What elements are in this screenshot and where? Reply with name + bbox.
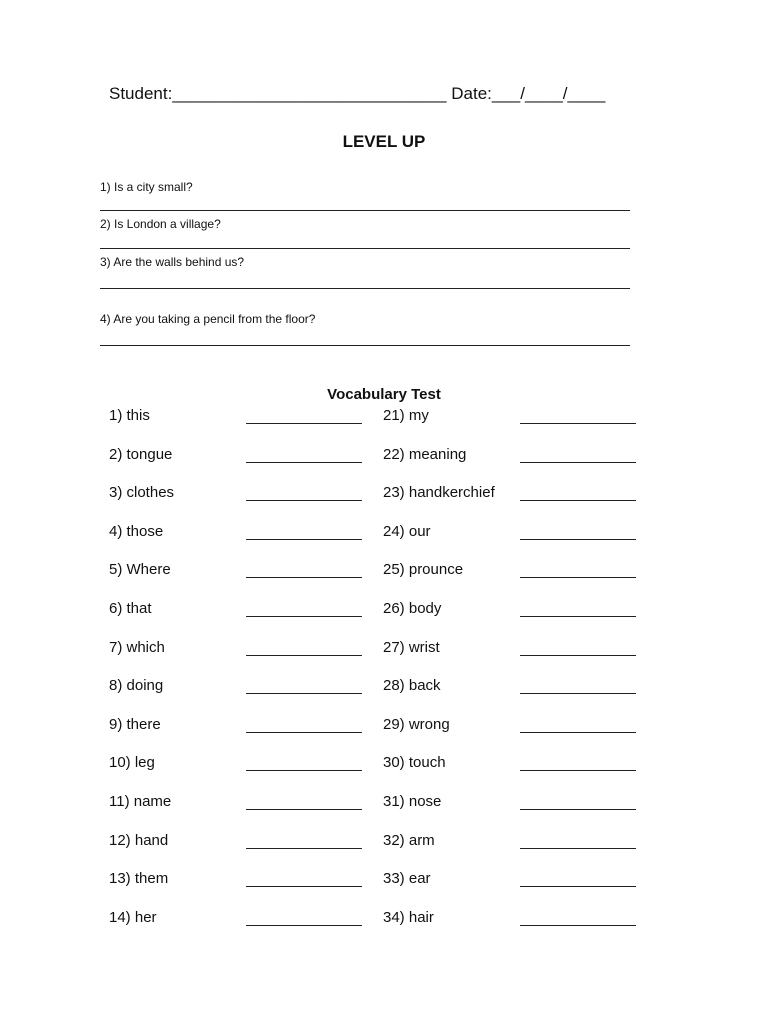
question-4 (100, 312, 640, 326)
vocab-answer-blank-left[interactable] (246, 848, 362, 849)
question-1 (100, 180, 640, 194)
vocab-answer-blank-left[interactable] (246, 732, 362, 733)
vocab-answer-blank-right[interactable] (520, 616, 636, 617)
vocab-row (0, 716, 768, 738)
vocab-row (0, 793, 768, 815)
question-3 (100, 255, 640, 269)
vocab-row (0, 484, 768, 506)
vocab-answer-blank-right[interactable] (520, 848, 636, 849)
vocab-answer-blank-right[interactable] (520, 500, 636, 501)
question-2 (100, 217, 640, 231)
vocab-answer-blank-left[interactable] (246, 423, 362, 424)
vocab-word-right: 25) prounce (383, 561, 464, 579)
vocab-row (0, 639, 768, 661)
answer-line[interactable] (100, 210, 630, 211)
vocab-row (0, 677, 768, 699)
vocab-word-right: 23) handkerchief (383, 484, 495, 502)
answer-line[interactable] (100, 288, 630, 289)
vocab-answer-blank-right[interactable] (520, 539, 636, 540)
vocab-word-right: 27) wrist (383, 638, 440, 656)
vocab-word-left: 13) them (109, 870, 169, 888)
vocab-row (0, 446, 768, 468)
question-text: 1) Is a city small? (100, 180, 193, 194)
student-label: Student: (109, 84, 173, 103)
vocab-word-left: 2) tongue (109, 445, 173, 463)
vocab-word-right: 28) back (383, 677, 441, 695)
answer-line[interactable] (100, 248, 630, 249)
student-name-blank[interactable]: _____________________________ (172, 84, 447, 103)
vocab-answer-blank-right[interactable] (520, 423, 636, 424)
vocab-row (0, 600, 768, 622)
vocab-word-left: 3) clothes (109, 484, 175, 502)
vocab-answer-blank-left[interactable] (246, 500, 362, 501)
vocab-answer-blank-left[interactable] (246, 577, 362, 578)
vocab-word-left: 10) leg (109, 754, 155, 772)
vocab-row (0, 909, 768, 931)
vocab-answer-blank-right[interactable] (520, 655, 636, 656)
vocab-word-left: 5) Where (109, 561, 171, 579)
vocab-answer-blank-left[interactable] (246, 886, 362, 887)
question-text: 3) Are the walls behind us? (100, 255, 245, 269)
vocab-word-left: 7) which (109, 638, 165, 656)
vocab-answer-blank-left[interactable] (246, 693, 362, 694)
vocab-word-right: 24) our (383, 522, 431, 540)
vocabulary-title: Vocabulary Test (327, 386, 441, 403)
vocab-answer-blank-right[interactable] (520, 770, 636, 771)
vocab-row (0, 561, 768, 583)
header-line (109, 84, 669, 104)
vocab-answer-blank-right[interactable] (520, 462, 636, 463)
vocab-row (0, 407, 768, 429)
vocab-answer-blank-left[interactable] (246, 462, 362, 463)
vocab-answer-blank-left[interactable] (246, 809, 362, 810)
answer-line[interactable] (100, 345, 630, 346)
vocab-word-right: 22) meaning (383, 445, 467, 463)
vocab-answer-blank-left[interactable] (246, 770, 362, 771)
vocab-word-right: 33) ear (383, 870, 431, 888)
vocab-answer-blank-left[interactable] (246, 655, 362, 656)
vocab-word-left: 14) her (109, 908, 157, 926)
vocab-row (0, 870, 768, 892)
question-text: 4) Are you taking a pencil from the floor? (100, 312, 316, 326)
vocab-answer-blank-left[interactable] (246, 539, 362, 540)
vocab-answer-blank-right[interactable] (520, 809, 636, 810)
vocab-row (0, 754, 768, 776)
vocab-answer-blank-right[interactable] (520, 577, 636, 578)
vocab-row (0, 523, 768, 545)
vocab-answer-blank-right[interactable] (520, 886, 636, 887)
vocab-answer-blank-left[interactable] (246, 925, 362, 926)
vocab-answer-blank-right[interactable] (520, 732, 636, 733)
vocab-word-left: 8) doing (109, 677, 164, 695)
vocab-word-right: 30) touch (383, 754, 446, 772)
vocab-word-left: 4) those (109, 522, 164, 540)
vocab-word-right: 29) wrong (383, 715, 450, 733)
date-blank[interactable]: ___/____/____ (491, 84, 606, 103)
vocab-word-left: 12) hand (109, 831, 169, 849)
vocab-answer-blank-right[interactable] (520, 925, 636, 926)
vocab-word-right: 34) hair (383, 908, 434, 926)
date-label: Date: (451, 84, 492, 103)
vocab-word-left: 9) there (109, 715, 161, 733)
page-title: LEVEL UP (342, 132, 426, 151)
vocab-answer-blank-right[interactable] (520, 693, 636, 694)
vocab-answer-blank-left[interactable] (246, 616, 362, 617)
vocab-word-right: 31) nose (383, 793, 442, 810)
vocab-word-left: 11) name (109, 793, 172, 810)
vocab-word-left: 6) that (109, 600, 152, 617)
question-text: 2) Is London a village? (100, 217, 221, 231)
vocab-word-right: 26) body (383, 600, 442, 617)
vocab-word-right: 21) my (383, 407, 429, 424)
vocab-row (0, 832, 768, 854)
vocab-word-left: 1) this (109, 407, 150, 424)
vocab-word-right: 32) arm (383, 831, 435, 849)
